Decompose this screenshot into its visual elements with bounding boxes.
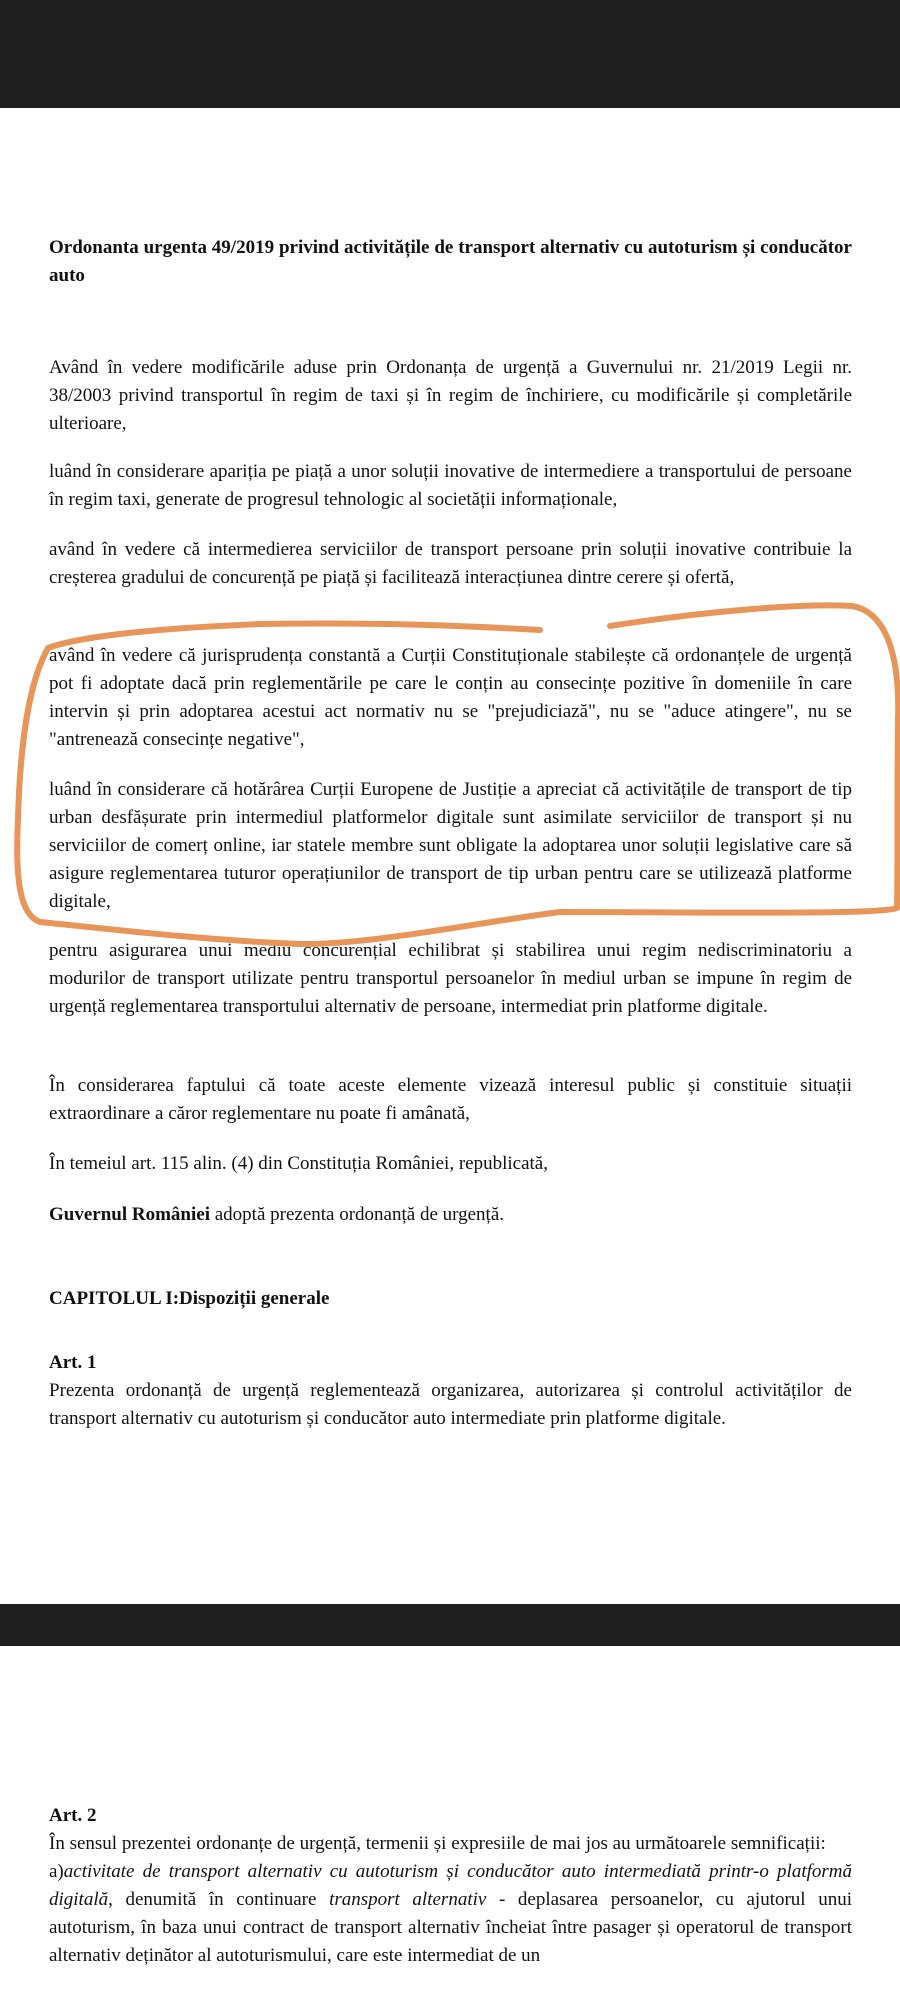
article-1-text: Prezenta ordonanță de urgență reglementează organizarea, autorizarea și controlul activităților de transport alternativ cu autoturism și conducător auto intermediate prin platforme digitale. xyxy=(49,1380,852,1429)
paragraph-2: luând în considerare apariția pe piață a unor soluții inovative de intermediere a transportului de persoane în regim taxi, generate de progresul tehnologic al societății informaționale, xyxy=(49,461,852,510)
item-a-prefix: a) xyxy=(49,1861,64,1882)
item-a-mid2: - deplasarea persoanelor, cu ajutorul unui autoturism, în baza unui contract de transport alternativ încheiat între pasager și operatorul de transport alternativ deținător al autoturismului, care este intermediat de un xyxy=(49,1889,852,1966)
paragraph-8: În temeiul art. 115 alin. (4) din Constituția României, republicată, xyxy=(49,1153,548,1174)
adoption-bold: Guvernul României xyxy=(49,1204,210,1225)
article-2-title: Art. 2 xyxy=(49,1805,97,1826)
paragraph-4: având în vedere că jurisprudența constantă a Curții Constituționale stabilește că ordonanțele de urgență pot fi adoptate dacă prin reglementările pe care le conțin au consecințe pozitive în domeniile în care intervin și prin adoptarea acestui act normativ nu se "prejudiciază", nu se "aduce atingere", nu se "antrenează consecințe negative", xyxy=(49,645,852,750)
document-title: Ordonanta urgenta 49/2019 privind activitățile de transport alternativ cu autoturism și conducător auto xyxy=(49,237,852,286)
article-2-intro: În sensul prezentei ordonanțe de urgență, termenii și expresiile de mai jos au următoarele semnificații: xyxy=(49,1833,826,1854)
chapter-heading: CAPITOLUL I:Dispoziții generale xyxy=(49,1288,330,1309)
item-a-mid1: , denumită în continuare xyxy=(108,1889,330,1910)
item-a-term: activitate de transport alternativ cu autoturism și conducător auto intermediată printr-o platformă digitală xyxy=(49,1861,852,1910)
top-black-bar xyxy=(0,0,900,108)
paragraph-7: În considerarea faptului că toate aceste elemente vizează interesul public și constituie situații extraordinare a căror reglementare nu poate fi amânată, xyxy=(49,1075,852,1124)
paragraph-1: Având în vedere modificările aduse prin Ordonanța de urgență a Guvernului nr. 21/2019 Legii nr. 38/2003 privind transportul în regim de taxi și în regim de închiriere, cu modificările și completările ulterioare, xyxy=(49,357,852,434)
article-1-title: Art. 1 xyxy=(49,1352,97,1373)
article-2 xyxy=(49,1802,852,1970)
paragraph-3: având în vedere că intermedierea serviciilor de transport persoane prin soluții inovative contribuie la creșterea gradului de concurență pe piață și facilitează interacțiunea dintre cerere și ofertă, xyxy=(49,539,852,588)
item-a-term2: transport alternativ xyxy=(329,1889,487,1910)
article-1 xyxy=(49,1349,852,1433)
adoption-statement xyxy=(49,1201,852,1229)
paragraph-5: luând în considerare că hotărârea Curții Europene de Justiție a apreciat că activitățile de transport de tip urban desfășurate prin intermediul platformelor digitale sunt asimilate serviciilor de transport și nu serviciilor de comerț online, iar statele membre sunt obligate la adoptarea unor soluții legislative care să asigure reglementarea tuturor operațiunilor de transport de tip urban pentru care se utilizează platforme digitale, xyxy=(49,779,852,912)
adoption-rest: adoptă prezenta ordonanță de urgență. xyxy=(209,1204,505,1225)
article-2-item-a xyxy=(49,1861,852,1966)
paragraph-6: pentru asigurarea unui mediu concurențial echilibrat și stabilirea unui regim nediscriminatoriu a modurilor de transport utilizate pentru transportul persoanelor în mediul urban se impune în regim de urgență reglementarea transportului alternativ de persoane, intermediat prin platforme digitale. xyxy=(49,940,852,1017)
page-separator-bar xyxy=(0,1604,900,1646)
